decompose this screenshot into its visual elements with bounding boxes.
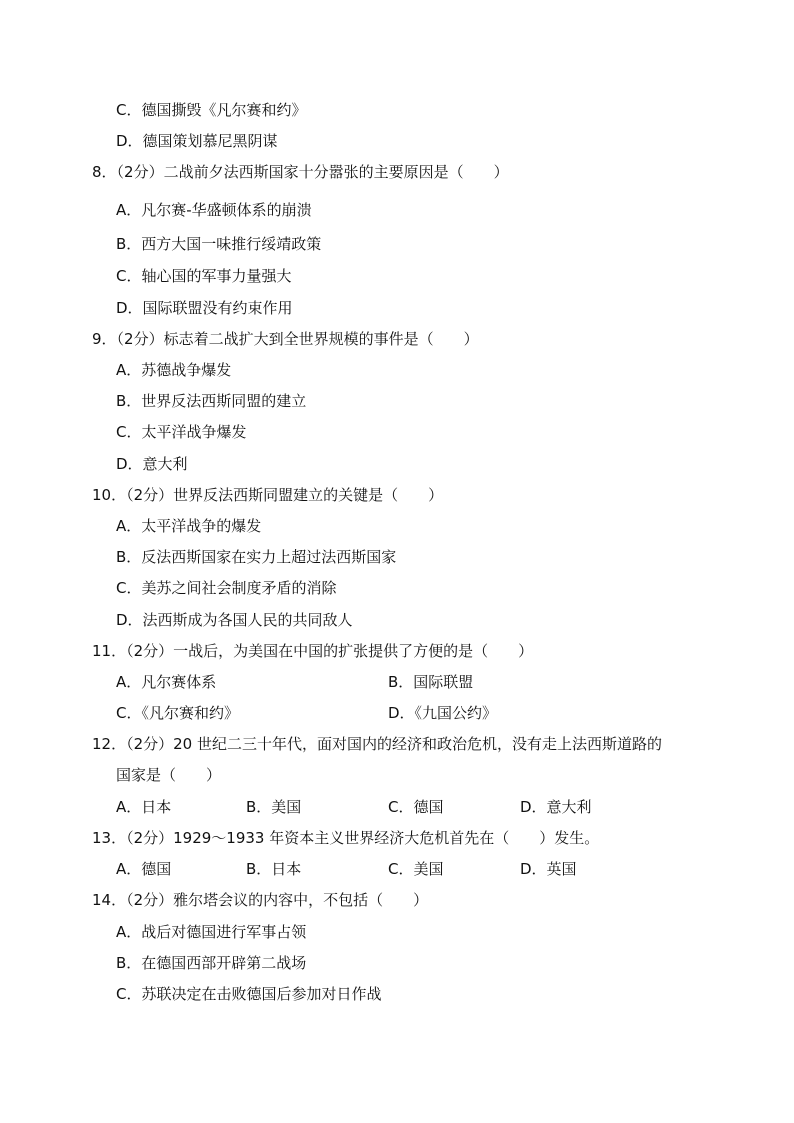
q12-option-d: D．意大利 [520,798,592,816]
q11-option-a: A．凡尔赛体系 [116,673,217,691]
q10-option-c: C．美苏之间社会制度矛盾的消除 [116,579,337,597]
q8-stem: 8．（2分）二战前夕法西斯国家十分嚣张的主要原因是（ ） [92,163,509,181]
q14-stem: 14．（2分）雅尔塔会议的内容中，不包括（ ） [92,891,429,909]
q10-option-b: B．反法西斯国家在实力上超过法西斯国家 [116,548,397,566]
q14-option-a: A．战后对德国进行军事占领 [116,923,307,941]
q8-option-c: C．轴心国的军事力量强大 [116,267,292,285]
q7-option-c: C．德国撕毁《凡尔赛和约》 [116,101,307,119]
q8-option-d: D．国际联盟没有约束作用 [116,299,293,317]
q7-option-d: D．德国策划慕尼黑阴谋 [116,132,278,150]
q9-option-b: B．世界反法西斯同盟的建立 [116,392,307,410]
q10-stem: 10．（2分）世界反法西斯同盟建立的关键是（ ） [92,486,444,504]
q9-stem: 9．（2分）标志着二战扩大到全世界规模的事件是（ ） [92,330,479,348]
q12-option-b: B．美国 [246,798,302,816]
q13-option-c: C．美国 [388,860,444,878]
q14-option-c: C．苏联决定在击败德国后参加对日作战 [116,985,382,1003]
q12-option-a: A．日本 [116,798,172,816]
q14-option-b: B．在德国西部开辟第二战场 [116,954,307,972]
q9-option-a: A．苏德战争爆发 [116,361,232,379]
q11-stem: 11．（2分）一战后，为美国在中国的扩张提供了方便的是（ ） [92,642,534,660]
q8-option-b: B．西方大国一味推行绥靖政策 [116,235,322,253]
q11-option-b: B．国际联盟 [388,673,474,691]
q13-option-d: D．英国 [520,860,577,878]
q11-option-c: C．《凡尔赛和约》 [116,704,239,722]
q12-stem-line2: 国家是（ ） [116,766,222,784]
q13-stem: 13．（2分）1929～1933 年资本主义世界经济大危机首先在（ ）发生。 [92,829,600,847]
q10-option-d: D．法西斯成为各国人民的共同敌人 [116,611,353,629]
q13-option-b: B．日本 [246,860,302,878]
q8-option-a: A．凡尔赛-华盛顿体系的崩溃 [116,201,312,219]
q9-option-c: C．太平洋战争爆发 [116,423,247,441]
q11-option-d: D．《九国公约》 [388,704,498,722]
q9-option-d: D．意大利 [116,455,188,473]
q12-option-c: C．德国 [388,798,444,816]
q12-stem-line1: 12．（2分）20 世纪二三十年代，面对国内的经济和政治危机，没有走上法西斯道路的 [92,735,662,753]
q13-option-a: A．德国 [116,860,172,878]
q10-option-a: A．太平洋战争的爆发 [116,517,262,535]
